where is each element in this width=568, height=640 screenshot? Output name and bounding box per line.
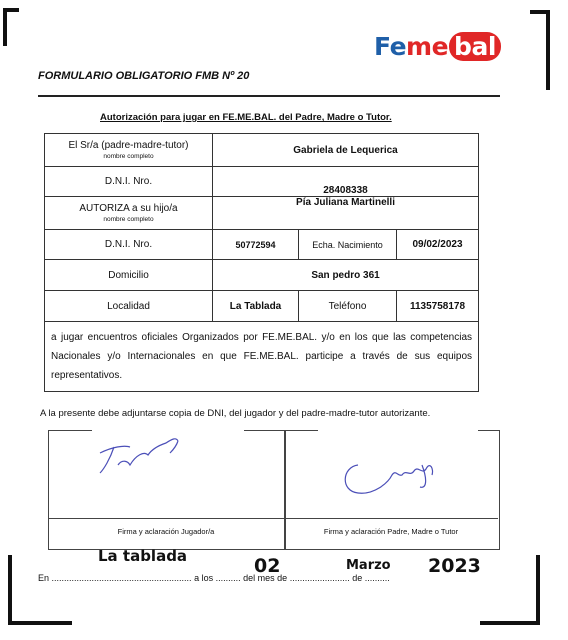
- corner-mark-bottom-right-h: [480, 621, 540, 625]
- form-title: FORMULARIO OBLIGATORIO FMB Nº 20: [38, 70, 250, 82]
- locality-label: Localidad: [45, 291, 213, 322]
- authorization-title: Autorización para jugar en FE.ME.BAL. del Padre, Madre o Tutor.: [100, 112, 392, 123]
- logo-part-2: me: [406, 32, 449, 61]
- player-signature-icon: [92, 425, 244, 513]
- footer-year[interactable]: 2023: [428, 555, 481, 577]
- corner-mark-top-left-h: [3, 8, 19, 12]
- child-label-cell: [45, 197, 213, 230]
- table-row: [45, 197, 479, 230]
- guardian-signature-icon: [318, 425, 478, 513]
- footer-place-date-line: [38, 573, 390, 583]
- footer-del-mes: del mes de: [243, 573, 288, 583]
- footer-day[interactable]: 02: [254, 555, 281, 577]
- logo-part-1: Fe: [374, 32, 407, 61]
- corner-mark-top-right-h: [530, 10, 550, 14]
- guardian-dni-label: D.N.I. Nro.: [45, 167, 213, 197]
- child-dni-label: D.N.I. Nro.: [45, 230, 213, 260]
- locality[interactable]: La Tablada: [213, 291, 299, 322]
- player-signature-image: [92, 425, 244, 513]
- player-signature-label: Firma y aclaración Jugador/a: [117, 527, 215, 536]
- corner-mark-bottom-right-v: [536, 555, 540, 625]
- footer-month[interactable]: Marzo: [346, 558, 391, 573]
- footer-dots-day: ..........: [215, 573, 241, 583]
- footer-dots-year: ..........: [364, 573, 390, 583]
- footer-de: de: [352, 573, 363, 583]
- phone-label: Teléfono: [299, 291, 397, 322]
- guardian-name[interactable]: Gabriela de Lequerica: [213, 134, 479, 167]
- corner-mark-top-right-v: [546, 10, 550, 90]
- table-row: [45, 167, 479, 197]
- authorization-paragraph: a jugar encuentros oficiales Organizados por FE.ME.BAL. y/o en los que las competencias Nacionales y/o Internacionales en que FE.ME.BAL. participe a través de sus equipos representativos.: [45, 322, 479, 392]
- table-row: [45, 291, 479, 322]
- table-row: [45, 134, 479, 167]
- logo-part-3: bal: [449, 32, 501, 61]
- corner-mark-top-left-v: [3, 8, 7, 46]
- footer-place[interactable]: La tablada: [98, 547, 188, 565]
- guardian-dni[interactable]: 28408338: [213, 167, 479, 197]
- corner-mark-bottom-left-h: [8, 621, 72, 625]
- title-divider: [38, 95, 500, 97]
- guardian-label-cell: [45, 134, 213, 167]
- attachment-note: A la presente debe adjuntarse copia de DNI, del jugador y del padre-madre-tutor autorizante.: [40, 408, 431, 419]
- guardian-label: El Sr/a (padre-madre-tutor): [68, 140, 189, 151]
- footer-dots-place: ........................................................: [51, 573, 192, 583]
- femebal-logo: [374, 32, 501, 61]
- authorization-form-table: [44, 133, 479, 392]
- guardian-signature-image: [318, 425, 478, 513]
- footer-en: En: [38, 573, 50, 583]
- table-row: [45, 230, 479, 260]
- table-row: [45, 260, 479, 291]
- phone[interactable]: 1135758178: [397, 291, 479, 322]
- child-name[interactable]: Pía Juliana Martinelli: [213, 197, 479, 230]
- player-signature-divider: [48, 518, 284, 519]
- address[interactable]: San pedro 361: [213, 260, 479, 291]
- child-sub-label: nombre completo: [103, 216, 154, 223]
- guardian-signature-divider: [284, 518, 498, 519]
- address-label: Domicilio: [45, 260, 213, 291]
- child-dni[interactable]: 50772594: [213, 230, 299, 260]
- footer-dots-month: ........................: [289, 573, 350, 583]
- guardian-signature-label: Firma y aclaración Padre, Madre o Tutor: [323, 527, 459, 536]
- footer-a-los: a los: [194, 573, 214, 583]
- table-row: [45, 322, 479, 392]
- birth-date-label: Echa. Nacimiento: [299, 230, 397, 260]
- guardian-sub-label: nombre completo: [103, 153, 154, 160]
- birth-date[interactable]: 09/02/2023: [397, 230, 479, 260]
- corner-mark-bottom-left-v: [8, 555, 12, 625]
- child-label: AUTORIZA a su hijo/a: [79, 203, 178, 214]
